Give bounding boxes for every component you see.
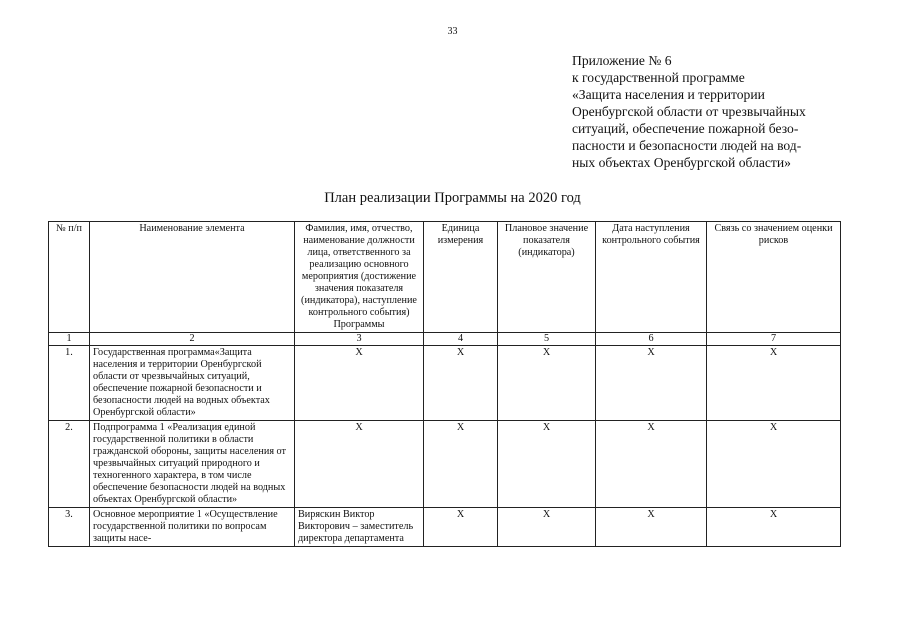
header-responsible: Фамилия, имя, отчество, наименование должности лица, ответственного за реализацию основного мероприятия (достижение значения показателя (индикатора), наступление контрольного события) Программы <box>295 222 424 333</box>
appendix-line: к государственной программе <box>572 70 745 85</box>
row-number: 2. <box>49 421 90 508</box>
event-date-cell: Х <box>596 346 707 421</box>
column-number: 4 <box>424 333 498 346</box>
row-number: 1. <box>49 346 90 421</box>
header-planned-value: Плановое значение показателя (индикатора) <box>498 222 596 333</box>
header-event-date: Дата наступления контрольного события <box>596 222 707 333</box>
table-row <box>49 508 841 547</box>
risk-link-cell: Х <box>707 421 841 508</box>
unit-cell: Х <box>424 421 498 508</box>
header-name: Наименование элемента <box>90 222 295 333</box>
column-number: 1 <box>49 333 90 346</box>
column-number-row <box>49 333 841 346</box>
responsible-cell: Х <box>295 421 424 508</box>
appendix-line: «Защита населения и территории <box>572 87 765 102</box>
event-date-cell: Х <box>596 508 707 547</box>
risk-link-cell: Х <box>707 346 841 421</box>
table-row <box>49 421 841 508</box>
column-number: 6 <box>596 333 707 346</box>
element-name: Подпрограмма 1 «Реализация единой государственной политики в области гражданской обороны, защиты населения от чрезвычайных ситуаций природного и техногенного характера, в том числе обеспечение безопасности людей на водных объектах Оренбургской области» <box>90 421 295 508</box>
planned-value-cell: Х <box>498 421 596 508</box>
plan-table <box>48 221 841 547</box>
header-num: № п/п <box>49 222 90 333</box>
risk-link-cell: Х <box>707 508 841 547</box>
column-number: 5 <box>498 333 596 346</box>
planned-value-cell: Х <box>498 346 596 421</box>
unit-cell: Х <box>424 508 498 547</box>
page-number: 33 <box>447 26 458 37</box>
element-name: Основное мероприятие 1 «Осуществление государственной политики по вопросам защиты насе- <box>90 508 295 547</box>
planned-value-cell: Х <box>498 508 596 547</box>
appendix-line: ных объектах Оренбургской области» <box>572 155 791 170</box>
appendix-note <box>572 52 872 171</box>
appendix-line: пасности и безопасности людей на вод- <box>572 138 802 153</box>
event-date-cell: Х <box>596 421 707 508</box>
element-name: Государственная программа«Защита населения и территории Оренбургской области от чрезвычайных ситуаций, обеспечение пожарной безопасности и безопасности людей на водных объектах Оренбургской области» <box>90 346 295 421</box>
responsible-cell: Х <box>295 346 424 421</box>
header-unit: Единица измерения <box>424 222 498 333</box>
unit-cell: Х <box>424 346 498 421</box>
appendix-line: Приложение № 6 <box>572 53 672 68</box>
row-number: 3. <box>49 508 90 547</box>
table-header-row <box>49 222 841 333</box>
appendix-line: ситуаций, обеспечение пожарной безо- <box>572 121 799 136</box>
table-row <box>49 346 841 421</box>
responsible-cell: Виряскин Виктор Викторович – заместитель директора департамента <box>295 508 424 547</box>
page-bottom-margin <box>0 593 905 640</box>
appendix-line: Оренбургской области от чрезвычайных <box>572 104 806 119</box>
column-number: 3 <box>295 333 424 346</box>
column-number: 2 <box>90 333 295 346</box>
plan-title: План реализации Программы на 2020 год <box>324 190 581 206</box>
column-number: 7 <box>707 333 841 346</box>
header-risk-link: Связь со значением оценки рисков <box>707 222 841 333</box>
